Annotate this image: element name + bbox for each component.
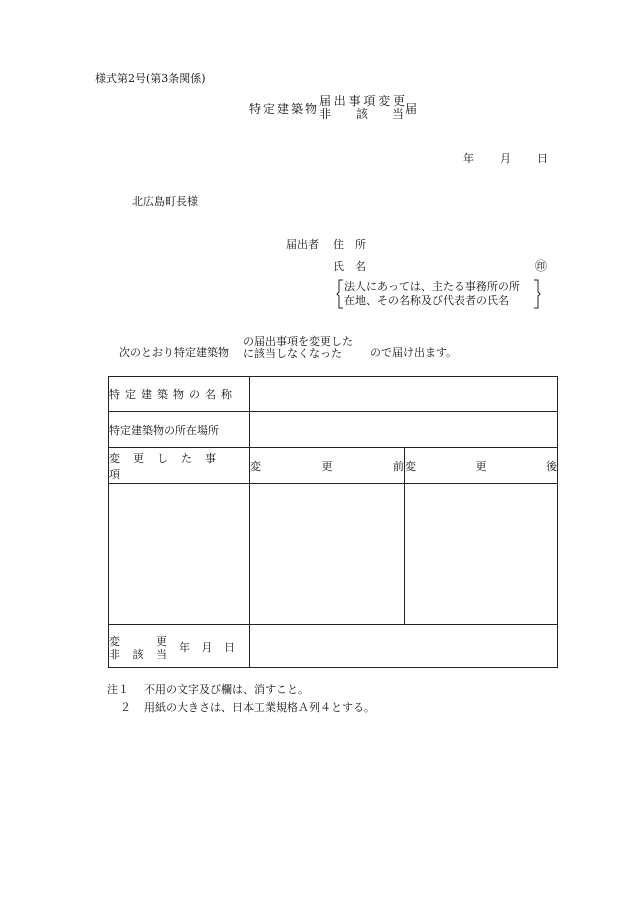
- form-number-label: 様式第2号(第3条関係): [95, 72, 206, 85]
- statement-options: [243, 336, 353, 360]
- title-char: 項: [363, 94, 376, 108]
- note-1-number: 注１: [107, 683, 129, 696]
- label-char: 当: [156, 648, 167, 661]
- building-name-label-cell: [109, 377, 250, 412]
- date-year: 年: [463, 152, 474, 165]
- note-1-text: 不用の文字及び欄は、消すこと。: [144, 683, 309, 696]
- after-change-header-cell: [405, 448, 558, 484]
- title-char: 届: [319, 94, 332, 108]
- label-char: 月: [201, 641, 213, 654]
- header-char: 更: [321, 459, 333, 473]
- date-label-bottom: [109, 646, 167, 662]
- notification-table: [108, 376, 558, 668]
- label-char: 該: [132, 648, 144, 661]
- changed-item-header-cell: [109, 448, 250, 484]
- table-row-headers: [109, 448, 558, 484]
- label-char: 変: [109, 635, 120, 648]
- header-char: 更: [475, 459, 487, 473]
- before-change-header-cell: [250, 448, 405, 484]
- building-location-value-cell[interactable]: [250, 412, 558, 448]
- seal-mark: ㊞: [535, 259, 548, 273]
- table-row-change-details: [109, 484, 558, 625]
- note-line-2: 在地、その名称及び代表者の氏名: [344, 294, 509, 307]
- title-lower-char-3: 当: [392, 107, 405, 121]
- building-location-label-cell: [109, 412, 250, 448]
- label-char: 更: [156, 635, 167, 648]
- note-left-bracket: [336, 279, 344, 309]
- header-char: 変: [250, 459, 261, 473]
- title-lower-char-2: 該: [356, 107, 369, 121]
- header-char: 変: [405, 459, 416, 473]
- addressee: 北広島町長様: [132, 195, 198, 208]
- title-char: 変: [378, 94, 391, 108]
- date-month: 月: [500, 152, 511, 165]
- header-char: 後: [546, 459, 557, 473]
- note-line-1: 法人にあっては、主たる事務所の所: [344, 280, 520, 293]
- building-name-value-cell[interactable]: [250, 377, 558, 412]
- table-row-building-name: [109, 377, 558, 412]
- note-2-number: ２: [120, 701, 131, 714]
- note-2-text: 用紙の大きさは、日本工業規格Ａ列４とする。: [144, 701, 375, 714]
- label-char: 非: [109, 648, 120, 661]
- date-label: [109, 631, 249, 661]
- title-char: 事: [348, 94, 361, 108]
- title-lower-char-1: 非: [319, 107, 332, 121]
- after-change-value-cell[interactable]: [405, 484, 558, 625]
- changed-item-header: 変更した事項: [109, 451, 229, 481]
- title-char: 更: [392, 94, 405, 108]
- table-row-date: [109, 625, 558, 668]
- title-prefix: 特定建築物: [249, 102, 320, 116]
- date-label-ymd: [179, 639, 235, 655]
- name-label: 氏 名: [333, 260, 366, 273]
- label-char: 年: [179, 641, 190, 654]
- address-label: 住 所: [333, 238, 366, 251]
- statement-suffix: ので届け出ます。: [370, 346, 458, 359]
- changed-item-value-cell[interactable]: [109, 484, 250, 625]
- title-char: 出: [333, 94, 346, 108]
- applicant-label: 届出者: [286, 238, 319, 251]
- statement-option-change: の届出事項を変更した: [243, 335, 353, 348]
- applicant-note: [344, 280, 520, 308]
- building-location-label: 特定建築物の所在場所: [109, 423, 219, 437]
- statement-option-notapplicable: に該当しなくなった: [243, 347, 342, 360]
- label-char: 日: [224, 641, 235, 654]
- before-change-value-cell[interactable]: [250, 484, 405, 625]
- statement-prefix: 次のとおり特定建築物: [119, 346, 229, 359]
- title-suffix: 届: [405, 102, 418, 116]
- date-value-cell[interactable]: [250, 625, 558, 668]
- table-row-building-location: [109, 412, 558, 448]
- before-change-header: [250, 458, 404, 474]
- after-change-header: [405, 458, 557, 474]
- date-day: 日: [537, 152, 548, 165]
- building-name-label: 特定建築物の名称: [109, 388, 237, 401]
- note-right-bracket: [533, 279, 541, 309]
- date-label-cell: [109, 625, 250, 668]
- header-char: 前: [393, 459, 404, 473]
